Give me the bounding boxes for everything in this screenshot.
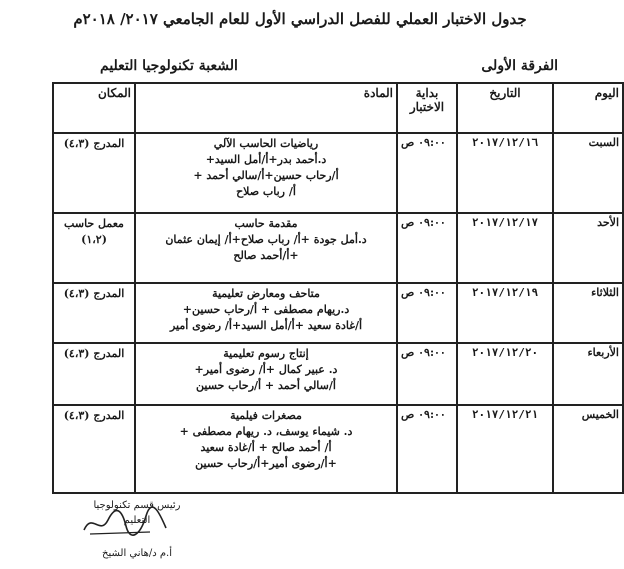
column-header-day: اليوم: [553, 83, 623, 133]
subject-line: +أ/أحمد صالح: [233, 249, 299, 262]
place-line: (١،٢): [81, 233, 107, 246]
table-row: [53, 343, 623, 405]
table-row: [53, 405, 623, 493]
subject-line: د.أمل جودة +أ/ رباب صلاح+أ/ إيمان عثمان: [165, 233, 367, 246]
cell-day: الثلاثاء: [553, 283, 623, 343]
subject-line: د. عبير كمال +أ/ رضوى أمير+: [194, 363, 338, 376]
cell-time: ٠٩:٠٠ ص: [397, 343, 457, 405]
schedule-table: [52, 82, 624, 494]
column-header-date: التاريخ: [457, 83, 553, 133]
place-line: معمل حاسب: [64, 217, 124, 230]
subject-line: أ/سالي أحمد + أ/رحاب حسين: [196, 379, 336, 392]
cell-place: [53, 405, 135, 493]
cell-day: الخميس: [553, 405, 623, 493]
place-line: المدرج (٤،٣): [63, 287, 125, 300]
subject-line: د.أحمد بدر+أ/أمل السيد+: [205, 153, 327, 166]
cell-time: ٠٩:٠٠ ص: [397, 213, 457, 283]
cell-place: [53, 343, 135, 405]
subject-line: مقدمة حاسب: [234, 217, 298, 230]
cell-date: ٢٠١٧/١٢/٢١: [457, 405, 553, 493]
subject-line: أ/ رباب صلاح: [236, 185, 296, 198]
cell-subject: [135, 343, 397, 405]
column-header-time: بداية الاختبار: [397, 83, 457, 133]
signature-role: رئيس قسم تكنولوجيا التعليم: [93, 500, 181, 526]
subject-line: رياضيات الحاسب الآلي: [213, 137, 319, 150]
subject-line: د.ريهام مصطفى + أ/رحاب حسين+: [182, 303, 350, 316]
table-row: [53, 283, 623, 343]
cell-subject: [135, 133, 397, 213]
cell-date: ٢٠١٧/١٢/٢٠: [457, 343, 553, 405]
cell-subject: [135, 405, 397, 493]
cell-date: ٢٠١٧/١٢/١٦: [457, 133, 553, 213]
cell-time: ٠٩:٠٠ ص: [397, 283, 457, 343]
place-line: المدرج (٤،٣): [63, 409, 125, 422]
level-label: الفرقة الأولى: [481, 58, 558, 74]
cell-day: الأربعاء: [553, 343, 623, 405]
table-row: [53, 133, 623, 213]
subject-line: +أ/رضوى أمير+أ/رحاب حسين: [195, 457, 337, 470]
cell-date: ٢٠١٧/١٢/١٧: [457, 213, 553, 283]
subject-line: متاحف ومعارض تعليمية: [212, 287, 320, 300]
subject-line: مصغرات فيلمية: [230, 409, 302, 422]
table-header-row: [53, 83, 623, 133]
cell-place: [53, 213, 135, 283]
signature-name: أ.م د/هاني الشيخ: [102, 548, 172, 559]
division-label: الشعبة تكنولوجيا التعليم: [100, 58, 238, 74]
handwritten-signature-icon: [80, 506, 170, 540]
cell-subject: [135, 213, 397, 283]
cell-date: ٢٠١٧/١٢/١٩: [457, 283, 553, 343]
cell-place: [53, 133, 135, 213]
column-header-subject: المادة: [135, 83, 397, 133]
place-line: المدرج (٤،٣): [63, 347, 125, 360]
subject-line: أ/رحاب حسين+أ/سالي أحمد +: [193, 169, 339, 182]
subject-line: أ/غادة سعيد +أ/أمل السيد+أ/ رضوى أمير: [169, 319, 363, 332]
subject-line: أ/ أحمد صالح + أ/غادة سعيد: [200, 441, 332, 454]
subject-line: د. شيماء يوسف، د. ريهام مصطفى +: [179, 425, 353, 438]
cell-time: ٠٩:٠٠ ص: [397, 405, 457, 493]
cell-day: الأحد: [553, 213, 623, 283]
table-row: [53, 213, 623, 283]
cell-subject: [135, 283, 397, 343]
place-line: المدرج (٤،٣): [63, 137, 125, 150]
cell-place: [53, 283, 135, 343]
cell-day: السبت: [553, 133, 623, 213]
column-header-place: المكان: [53, 83, 135, 133]
cell-time: ٠٩:٠٠ ص: [397, 133, 457, 213]
subject-line: إنتاج رسوم تعليمية: [223, 347, 309, 360]
document-title: جدول الاختبار العملي للفصل الدراسي الأول للعام الجامعي ٢٠١٧/ ٢٠١٨م: [73, 10, 527, 28]
